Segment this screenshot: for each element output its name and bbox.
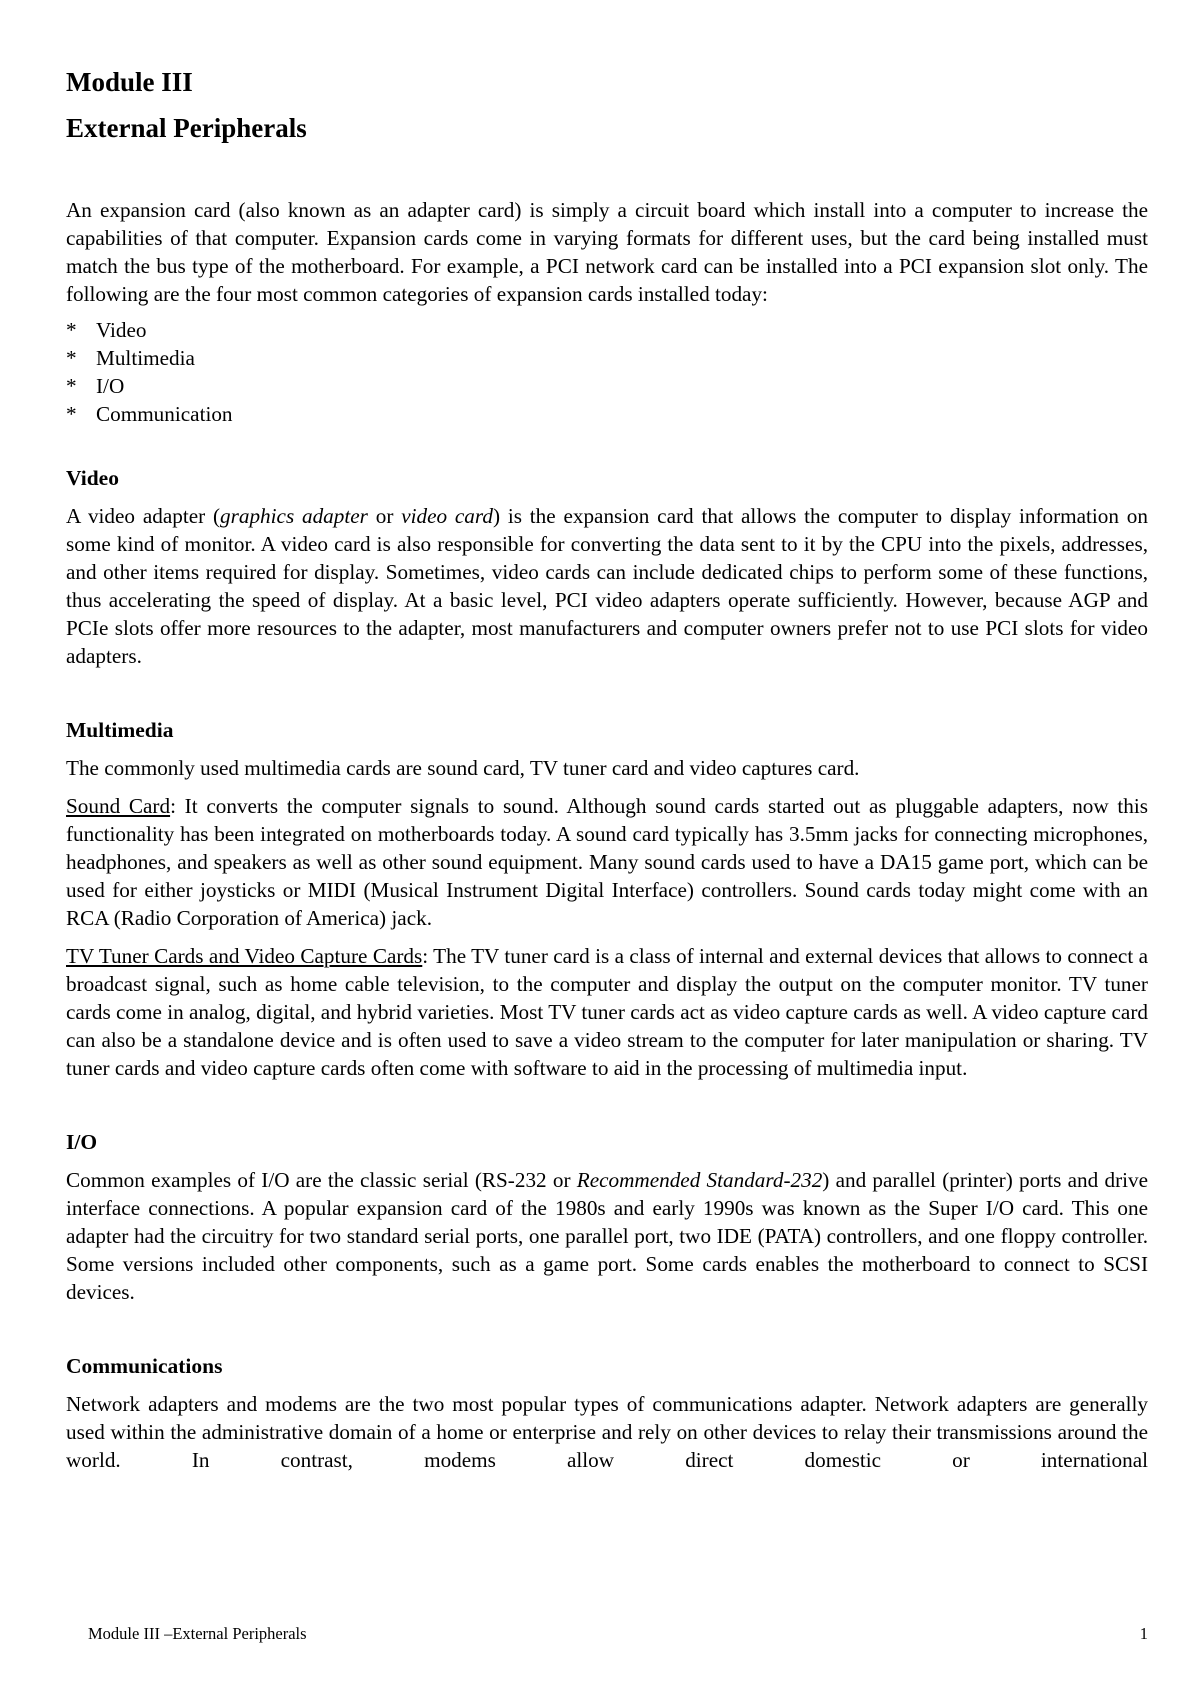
section-heading-io: I/O <box>66 1130 98 1154</box>
text-run: ) and parallel (printer) ports and drive interface connections. A popular expansion card of the 1980s and early 1990s was known as the Super I/O card. This one adapter had the circuitry for two standard serial ports, one parallel port, two IDE (PATA) controllers, and one floppy controller. Some versions included other components, such as a game port. Some cards enables the motherboard to connect to SCSI devices. <box>66 1168 1149 1304</box>
video-paragraph <box>66 502 1148 670</box>
intro-paragraph: An expansion card (also known as an adapter card) is simply a circuit board which install into a computer to increase the capabilities of that computer. Expansion cards come in varying formats for different uses, but the card being installed must match the bus type of the motherboard. For example, a PCI network card can be installed into a PCI expansion slot only. The following are the four most common categories of expansion cards installed today: <box>66 198 1148 306</box>
text-run: or <box>367 504 402 528</box>
list-item-label: Video <box>96 318 147 342</box>
tv-tuner-label: TV Tuner Cards and Video Capture Cards <box>66 944 423 968</box>
category-list <box>66 316 1148 428</box>
list-item <box>66 372 1148 400</box>
sound-card-paragraph <box>66 792 1148 932</box>
text-run: Common examples of I/O are the classic serial (RS-232 or <box>66 1168 577 1192</box>
multimedia-intro: The commonly used multimedia cards are sound card, TV tuner card and video captures card. <box>66 756 860 780</box>
text-run: : The TV tuner card is a class of internal and external devices that allows to connect a broadcast signal, such as home cable television, to the computer and display the output on the computer monitor. TV tuner cards come in analog, digital, and hybrid varieties. Most TV tuner cards act as video capture cards as well. A video capture card can also be a standalone device and is often used to save a video stream to the computer for later manipulation or sharing. TV tuner cards and video capture cards often come with software to aid in the processing of multimedia input. <box>66 944 1149 1080</box>
bullet-marker: * <box>66 318 77 342</box>
communications-paragraph: Network adapters and modems are the two most popular types of communications adapter. Network adapters are generally used within the administrative domain of a home or enterprise and rely on other devices to relay their transmissions around the world. In contrast, modems allow direct domestic or international <box>66 1392 1148 1472</box>
section-heading-communications: Communications <box>66 1354 223 1378</box>
io-paragraph <box>66 1166 1148 1306</box>
bullet-marker: * <box>66 402 77 426</box>
sound-card-label: Sound Card <box>66 794 171 818</box>
document-page <box>66 62 1148 1474</box>
footer-title: Module III –External Peripherals <box>88 1624 307 1643</box>
bullet-marker: * <box>66 374 77 398</box>
list-item <box>66 316 1148 344</box>
italic-term: graphics adapter <box>220 504 368 528</box>
list-item <box>66 344 1148 372</box>
text-run: ) is the expansion card that allows the computer to display information on some kind of monitor. A video card is also responsible for converting the data sent to it by the CPU into the pixels, addresses, and other items required for display. Sometimes, video cards can include dedicated chips to perform some of these functions, thus accelerating the speed of display. At a basic level, PCI video adapters operate sufficiently. However, because AGP and PCIe slots offer more resources to the adapter, most manufacturers and computer owners prefer not to use PCI slots for video adapters. <box>66 504 1148 668</box>
module-title: Module III <box>66 67 193 97</box>
section-heading-multimedia: Multimedia <box>66 718 174 742</box>
italic-term: video card <box>401 504 493 528</box>
bullet-marker: * <box>66 346 77 370</box>
section-heading-video: Video <box>66 466 119 490</box>
list-item-label: Communication <box>96 402 233 426</box>
page-title: External Peripherals <box>66 113 307 143</box>
list-item <box>66 400 1148 428</box>
list-item-label: I/O <box>96 374 125 398</box>
text-run: : It converts the computer signals to sound. Although sound cards started out as pluggable adapters, now this functionality has been integrated on motherboards today. A sound card typically has 3.5mm jacks for connecting microphones, headphones, and speakers as well as other sound equipment. Many sound cards used to have a DA15 game port, which can be used for either joysticks or MIDI (Musical Instrument Digital Interface) controllers. Sound cards today might come with an RCA (Radio Corporation of America) jack. <box>66 794 1149 930</box>
list-item-label: Multimedia <box>96 346 195 370</box>
text-run: A video adapter ( <box>66 504 221 528</box>
italic-term: Recommended Standard-232 <box>576 1168 823 1192</box>
tv-tuner-paragraph <box>66 942 1148 1082</box>
page-number: 1 <box>1139 1624 1148 1643</box>
